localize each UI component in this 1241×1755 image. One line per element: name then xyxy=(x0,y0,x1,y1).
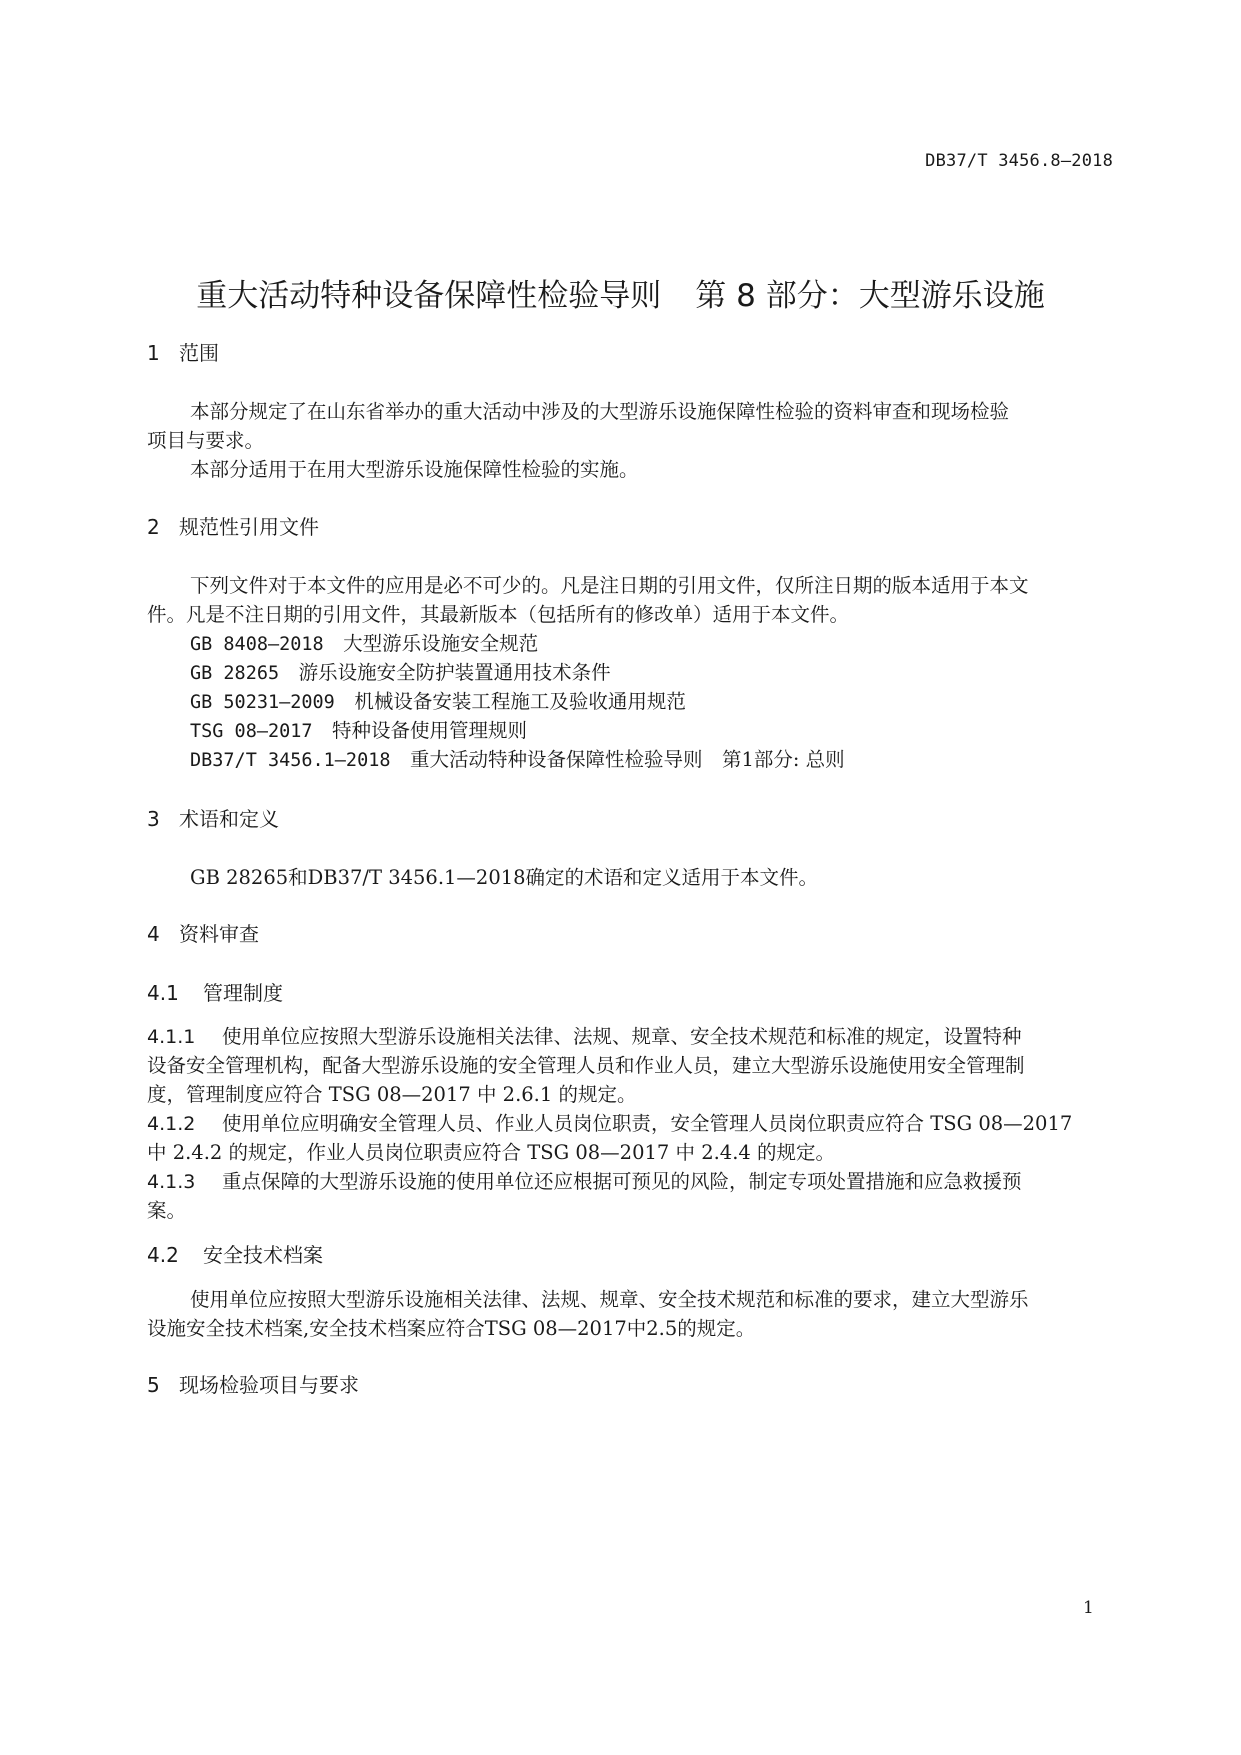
page-title xyxy=(0,270,1241,315)
reference-title: 特种设备使用管理规则 xyxy=(332,719,528,742)
clause-number: 4.1.2 xyxy=(147,1113,196,1135)
paragraph-line: 本部分规定了在山东省举办的重大活动中涉及的大型游乐设施保障性检验的资料审查和现场检验 xyxy=(190,400,1010,423)
section-title: 范围 xyxy=(179,341,219,365)
clause-4-1-1 xyxy=(147,1021,1022,1049)
section-title: 术语和定义 xyxy=(179,807,279,831)
reference-title: 机械设备安装工程施工及验收通用规范 xyxy=(354,690,686,713)
clause-line: 重点保障的大型游乐设施的使用单位还应根据可预见的风险，制定专项处置措施和应急救援预 xyxy=(222,1170,1022,1193)
title-part: 第 8 部分：大型游乐设施 xyxy=(695,278,1045,314)
reference-code: TSG 08—2017 xyxy=(190,721,313,742)
reference-item xyxy=(190,744,845,772)
reference-code: GB 28265 xyxy=(190,663,280,684)
subsection-title: 安全技术档案 xyxy=(203,1243,323,1267)
section-title: 规范性引用文件 xyxy=(179,515,319,539)
section-number: 4 xyxy=(147,922,160,946)
section-5-heading xyxy=(147,1369,359,1398)
clause-number: 4.1.1 xyxy=(147,1026,196,1048)
paragraph-line: 下列文件对于本文件的应用是必不可少的。凡是注日期的引用文件，仅所注日期的版本适用于本文 xyxy=(190,574,1029,597)
paragraph-line: 使用单位应按照大型游乐设施相关法律、法规、规章、安全技术规范和标准的要求，建立大型游乐 xyxy=(190,1288,1029,1311)
section-title: 现场检验项目与要求 xyxy=(179,1373,359,1397)
reference-code: DB37/T 3456.1—2018 xyxy=(190,750,391,771)
paragraph-line: 件。凡是不注日期的引用文件，其最新版本（包括所有的修改单）适用于本文件。 xyxy=(147,603,850,626)
paragraph-line: 本部分适用于在用大型游乐设施保障性检验的实施。 xyxy=(190,458,639,481)
section-number: 5 xyxy=(147,1373,160,1397)
reference-title: 游乐设施安全防护装置通用技术条件 xyxy=(298,661,611,684)
clause-line: 设备安全管理机构，配备大型游乐设施的安全管理人员和作业人员，建立大型游乐设施使用安全管理制 xyxy=(147,1054,1025,1077)
paragraph-line: 项目与要求。 xyxy=(147,429,265,452)
clause-line: 案。 xyxy=(147,1199,187,1222)
section-number: 3 xyxy=(147,807,160,831)
subsection-number: 4.1 xyxy=(147,981,179,1005)
section-3-heading xyxy=(147,803,279,832)
reference-code: GB 50231—2009 xyxy=(190,692,335,713)
section-2-heading xyxy=(147,511,319,540)
reference-item xyxy=(190,628,538,656)
section-number: 1 xyxy=(147,341,160,365)
clause-line: 中 2.4.2 的规定，作业人员岗位职责应符合 TSG 08—2017 中 2.4.4 的规定。 xyxy=(147,1141,836,1164)
section-1-heading xyxy=(147,337,219,366)
clause-line: 度，管理制度应符合 TSG 08—2017 中 2.6.1 的规定。 xyxy=(147,1083,637,1106)
reference-item xyxy=(190,715,527,743)
section-title: 资料审查 xyxy=(179,922,259,946)
subsection-4-1-heading xyxy=(147,977,283,1006)
reference-item xyxy=(190,657,611,685)
clause-4-1-2 xyxy=(147,1108,1072,1136)
document-number: DB37/T 3456.8—2018 xyxy=(925,151,1113,171)
subsection-4-2-heading xyxy=(147,1239,323,1268)
clause-line: 使用单位应明确安全管理人员、作业人员岗位职责，安全管理人员岗位职责应符合 TSG 08—2017 xyxy=(222,1112,1073,1135)
paragraph-line: GB 28265和DB37/T 3456.1—2018确定的术语和定义适用于本文件。 xyxy=(190,866,819,889)
clause-4-1-3 xyxy=(147,1166,1022,1194)
page-number: 1 xyxy=(1083,1598,1094,1618)
reference-title: 重大活动特种设备保障性检验导则 第1部分: 总则 xyxy=(410,748,845,771)
paragraph-line: 设施安全技术档案,安全技术档案应符合TSG 08—2017中2.5的规定。 xyxy=(147,1317,756,1340)
subsection-title: 管理制度 xyxy=(203,981,283,1005)
clause-line: 使用单位应按照大型游乐设施相关法律、法规、规章、安全技术规范和标准的规定，设置特种 xyxy=(222,1025,1022,1048)
section-4-heading xyxy=(147,918,259,947)
reference-item xyxy=(190,686,686,714)
reference-code: GB 8408—2018 xyxy=(190,634,324,655)
title-main: 重大活动特种设备保障性检验导则 xyxy=(196,278,662,314)
clause-number: 4.1.3 xyxy=(147,1171,196,1193)
reference-title: 大型游乐设施安全规范 xyxy=(343,632,539,655)
section-number: 2 xyxy=(147,515,160,539)
subsection-number: 4.2 xyxy=(147,1243,179,1267)
